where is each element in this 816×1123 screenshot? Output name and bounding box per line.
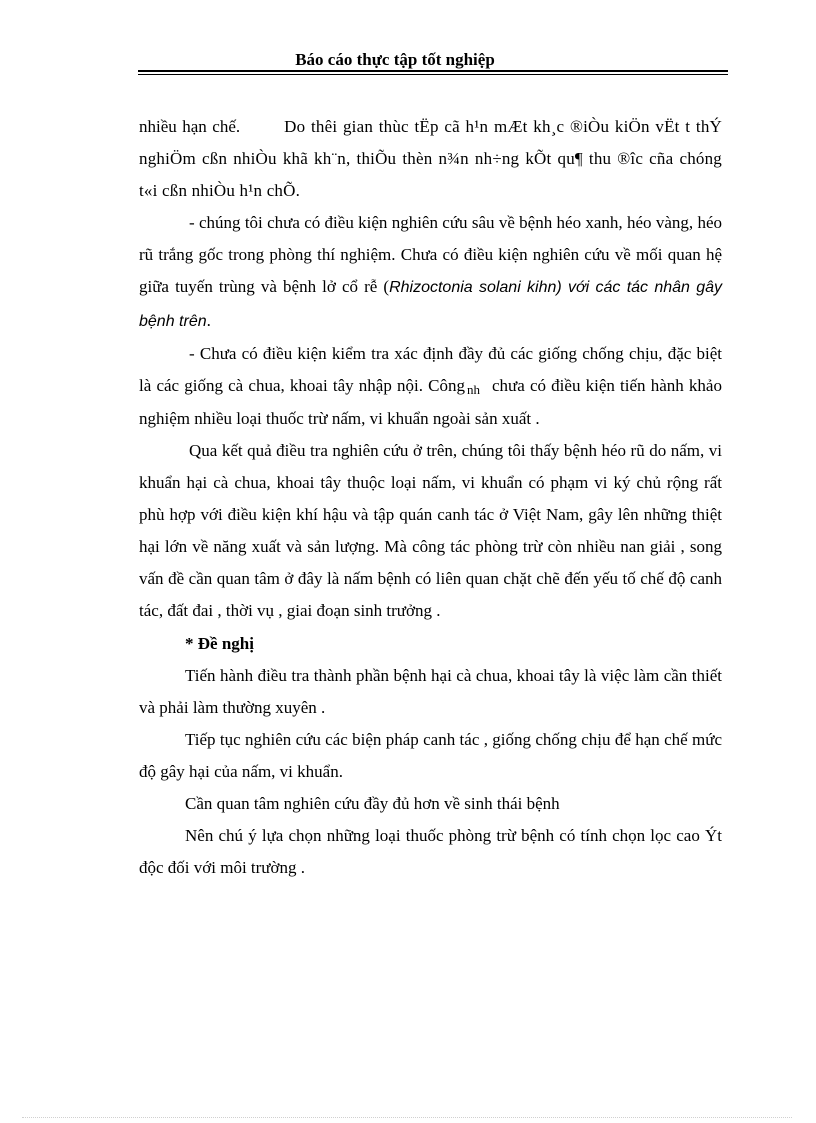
document-body	[139, 111, 722, 884]
paragraph-varieties	[139, 338, 722, 435]
paragraph-recommendation-1: Tiến hành điều tra thành phần bệnh hại cà chua, khoai tây là việc làm cần thiết và phải làm thường xuyên .	[139, 665, 722, 717]
paragraph-research-gaps	[139, 207, 722, 337]
page-bottom-border	[22, 1117, 792, 1118]
paragraph-varieties-after: chưa có điều kiện tiến hành khảo nghiệm nhiều loại thuốc trừ nấm, vi khuẩn ngoài sản xuất .	[139, 375, 722, 428]
header-rule-thick	[138, 70, 728, 72]
paragraph-varieties-before: - Chưa có điều kiện kiểm tra xác định đầy đủ các giống chống chịu, đặc biệt là các giống cà chua, khoai tây nhập nội. Công	[139, 343, 722, 395]
header-rule-thin	[138, 74, 728, 75]
paragraph-research-gaps-italic: Rhizoctonia solani kihn) với các tác nhân gây bệnh trên	[139, 279, 722, 330]
paragraph-limitations-garbled: Do thêi gian thùc tËp cã h¹n mÆt kh¸c ®iÒu kiÖn vËt t thÝ nghiÖm cßn nhiÒu khã kh¨n, thiÕu thèn n¾n nh÷ng kÕt qu¶ thu ®îc cña chóng t«i cßn nhiÒu h¹n chÕ.	[139, 117, 723, 201]
recommendations-heading: * Đề nghị	[185, 633, 254, 653]
paragraph-recommendation-4: Nên chú ý lựa chọn những loại thuốc phòng trừ bệnh có tính chọn lọc cao Ýt độc đối với môi trường .	[139, 826, 722, 878]
paragraph-research-gaps-end: .	[206, 310, 211, 330]
paragraph-limitations	[139, 111, 722, 207]
paragraph-recommendation-2: Tiếp tục nghiên cứu các biện pháp canh tác , giống chống chịu để hạn chế mức độ gây hại của nấm, vi khuẩn.	[139, 729, 722, 781]
paragraph-varieties-small: nh	[466, 381, 480, 397]
paragraph-limitations-start: nhiều hạn chế.	[139, 117, 241, 136]
paragraph-research-gaps-text: - chúng tôi chưa có điều kiện nghiên cứu sâu về bệnh héo xanh, héo vàng, héo rũ trắng gốc trong phòng thí nghiệm. Chưa có điều kiện nghiên cứu về mối quan hệ giữa tuyến trùng và bệnh lở cổ rễ (	[139, 213, 722, 297]
section-heading-recommendations	[139, 628, 722, 660]
paragraph-conclusion: Qua kết quả điều tra nghiên cứu ở trên, chúng tôi thấy bệnh héo rũ do nấm, vi khuẩn hại cà chua, khoai tây thuộc loại nấm, vi khuẩn có phạm vi ký chủ rộng rất phù hợp với điều kiện khí hậu và tập quán canh tác ở Việt Nam, gây lên những thiệt hại lớn về năng xuất và sản lượng. Mà công tác phòng trừ còn nhiều nan giải , song vấn đề cần quan tâm ở đây là nấm bệnh có liên quan chặt chẽ đến yếu tố chế độ canh tác, đất đai , thời vụ , giai đoạn sinh trưởng .	[139, 440, 722, 621]
paragraph-recommendation-3: Cần quan tâm nghiên cứu đầy đủ hơn về sinh thái bệnh	[185, 793, 560, 813]
header-title: Báo cáo thực tập tốt nghiệp	[295, 50, 495, 69]
